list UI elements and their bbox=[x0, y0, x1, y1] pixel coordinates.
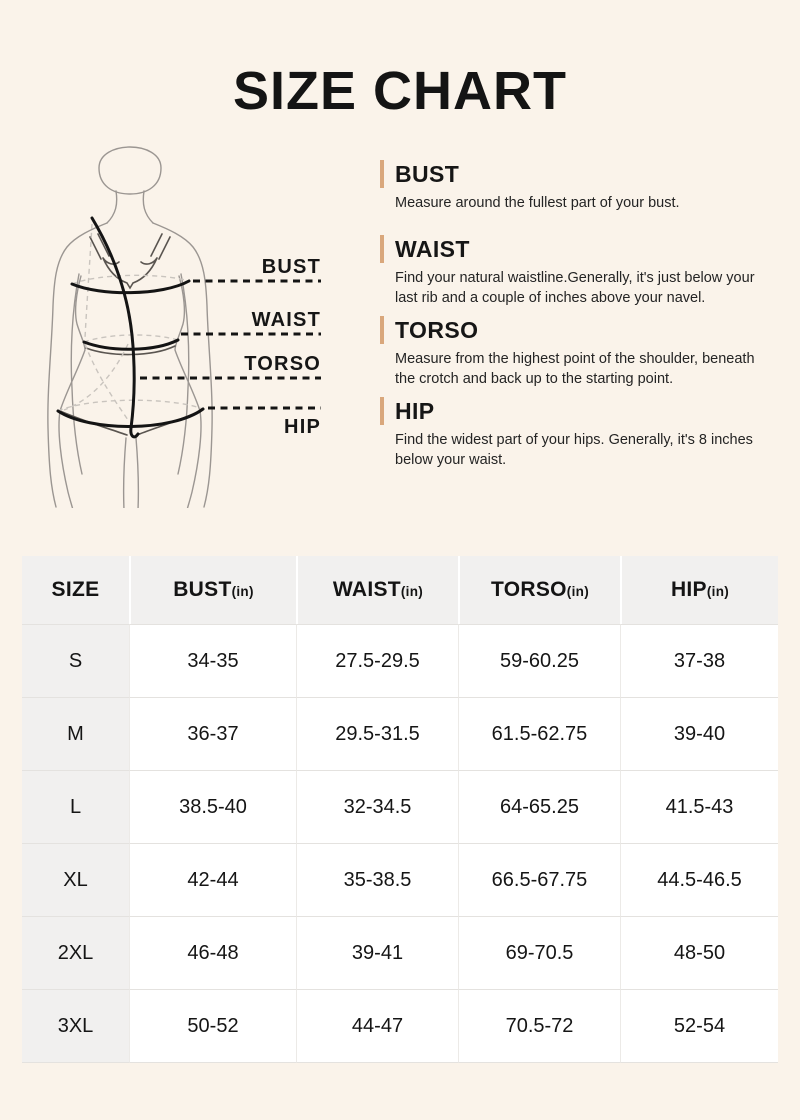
table-row bbox=[22, 843, 778, 916]
torso-cell: 66.5-67.75 bbox=[458, 843, 620, 916]
figure-torso-label: TORSO bbox=[244, 353, 321, 375]
torso-cell: 64-65.25 bbox=[458, 770, 620, 843]
bust-section-description: Measure around the fullest part of your bust. bbox=[395, 195, 680, 211]
figure-hip-label: HIP bbox=[284, 416, 321, 438]
waist-cell: 32-34.5 bbox=[296, 770, 458, 843]
waist-cell: 29.5-31.5 bbox=[296, 697, 458, 770]
header-torso bbox=[458, 556, 620, 624]
torso-cell: 59-60.25 bbox=[458, 624, 620, 697]
bust-section bbox=[380, 160, 776, 214]
hip-section-description: Find the widest part of your hips. Generally, it's 8 inches below your waist. bbox=[395, 432, 753, 468]
torso-section-heading: TORSO bbox=[380, 316, 776, 344]
hip-section-heading: HIP bbox=[380, 397, 776, 425]
bust-cell: 50-52 bbox=[129, 989, 296, 1063]
header-hip-label: HIP bbox=[670, 578, 707, 601]
hip-cell: 41.5-43 bbox=[620, 770, 778, 843]
waist-cell: 39-41 bbox=[296, 916, 458, 989]
torso-cell: 69-70.5 bbox=[458, 916, 620, 989]
torso-section bbox=[380, 316, 776, 389]
bust-cell: 42-44 bbox=[129, 843, 296, 916]
page-title: SIZE CHART bbox=[233, 61, 567, 122]
header-hip-unit: (in) bbox=[706, 584, 730, 599]
body-figure-illustration bbox=[28, 130, 360, 508]
figure-neck bbox=[107, 191, 153, 223]
bust-section-heading: BUST bbox=[380, 160, 776, 188]
hip-cell: 52-54 bbox=[620, 989, 778, 1063]
table-row bbox=[22, 916, 778, 989]
figure-bust-label: BUST bbox=[261, 256, 321, 278]
table-row bbox=[22, 697, 778, 770]
size-cell: XL bbox=[22, 843, 129, 916]
size-cell: 3XL bbox=[22, 989, 129, 1063]
figure-torso bbox=[59, 276, 201, 508]
hip-cell: 48-50 bbox=[620, 916, 778, 989]
bust-cell: 36-37 bbox=[129, 697, 296, 770]
size-cell: S bbox=[22, 624, 129, 697]
table-header-row bbox=[22, 556, 778, 624]
size-cell: L bbox=[22, 770, 129, 843]
header-bust-unit: (in) bbox=[231, 584, 254, 599]
header-size bbox=[22, 556, 129, 624]
size-cell: M bbox=[22, 697, 129, 770]
header-torso-unit: (in) bbox=[566, 584, 589, 599]
figure-arms bbox=[48, 223, 212, 507]
hip-section bbox=[380, 397, 776, 470]
header-hip bbox=[620, 556, 778, 624]
hip-cell: 44.5-46.5 bbox=[620, 843, 778, 916]
header-bust bbox=[129, 556, 296, 624]
torso-cell: 61.5-62.75 bbox=[458, 697, 620, 770]
hip-cell: 37-38 bbox=[620, 624, 778, 697]
size-chart-table bbox=[22, 556, 778, 1063]
waist-section-description: Find your natural waistline.Generally, it's just below your last rib and a couple of inches above your navel. bbox=[395, 270, 755, 306]
waist-cell: 44-47 bbox=[296, 989, 458, 1063]
waist-cell: 35-38.5 bbox=[296, 843, 458, 916]
table-row bbox=[22, 770, 778, 843]
body-measurement-diagram bbox=[28, 130, 360, 508]
bust-cell: 34-35 bbox=[129, 624, 296, 697]
figure-waist-label: WAIST bbox=[251, 309, 321, 331]
waist-section-heading: WAIST bbox=[380, 235, 776, 263]
waist-measure-line bbox=[84, 340, 178, 349]
table-row bbox=[22, 989, 778, 1063]
figure-head bbox=[99, 147, 161, 194]
header-torso-label: TORSO bbox=[491, 578, 567, 601]
bust-cell: 38.5-40 bbox=[129, 770, 296, 843]
header-size-label: SIZE bbox=[51, 578, 100, 601]
bust-cell: 46-48 bbox=[129, 916, 296, 989]
torso-measure-line bbox=[92, 218, 138, 437]
waist-section bbox=[380, 235, 776, 308]
header-bust-label: BUST bbox=[173, 578, 232, 601]
torso-section-description: Measure from the highest point of the shoulder, beneath the crotch and back up to the starting point. bbox=[395, 351, 755, 387]
size-cell: 2XL bbox=[22, 916, 129, 989]
torso-cell: 70.5-72 bbox=[458, 989, 620, 1063]
header-waist bbox=[296, 556, 458, 624]
hip-cell: 39-40 bbox=[620, 697, 778, 770]
table-row bbox=[22, 624, 778, 697]
waist-cell: 27.5-29.5 bbox=[296, 624, 458, 697]
header-waist-label: WAIST bbox=[332, 578, 401, 601]
header-waist-unit: (in) bbox=[400, 584, 424, 599]
